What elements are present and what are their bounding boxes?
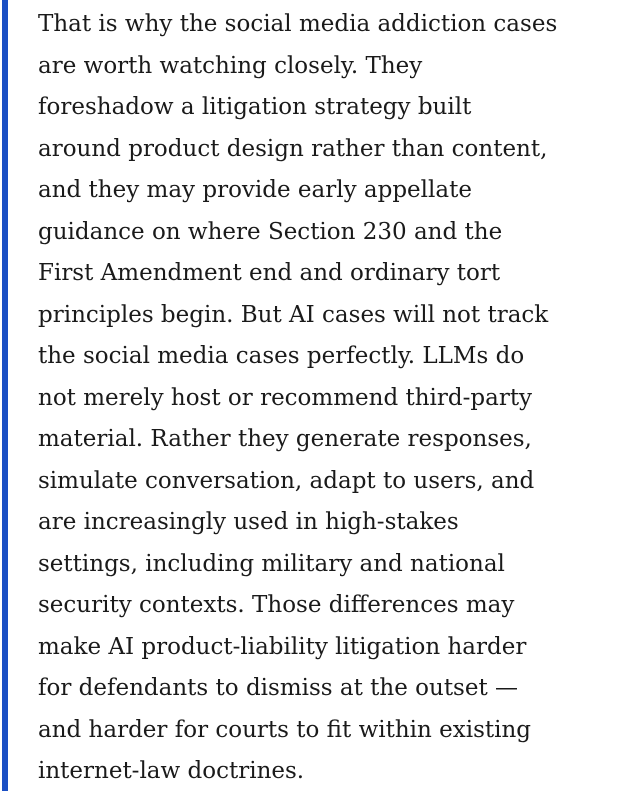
text-line: and harder for courts to fit within existing xyxy=(38,716,532,743)
text-line: internet-law doctrines. xyxy=(38,758,305,784)
text-line: foreshadow a litigation strategy built xyxy=(38,94,472,120)
text-line: material. Rather they generate responses, xyxy=(38,426,532,452)
text-line: and they may provide early appellate xyxy=(38,177,472,203)
text-line: for defendants to dismiss at the outset — xyxy=(38,675,519,701)
text-line: principles begin. But AI cases will not track xyxy=(38,301,549,328)
text-line: guidance on where Section 230 and the xyxy=(38,218,503,245)
text-line: the social media cases perfectly. LLMs do xyxy=(38,343,525,369)
quote-paragraph xyxy=(38,4,608,793)
text-line: around product design rather than content, xyxy=(38,135,548,162)
quote-accent-bar xyxy=(2,0,8,791)
text-line: security contexts. Those differences may xyxy=(38,592,515,618)
text-line: make AI product-liability litigation harder xyxy=(38,633,527,660)
text-line: are increasingly used in high-stakes xyxy=(38,509,459,535)
text-line: are worth watching closely. They xyxy=(38,52,423,79)
text-line: First Amendment end and ordinary tort xyxy=(38,260,501,286)
text-line: simulate conversation, adapt to users, and xyxy=(38,467,535,494)
text-line: not merely host or recommend third-party xyxy=(38,384,533,411)
text-line: settings, including military and national xyxy=(38,550,505,577)
text-line: That is why the social media addiction cases xyxy=(38,11,558,37)
